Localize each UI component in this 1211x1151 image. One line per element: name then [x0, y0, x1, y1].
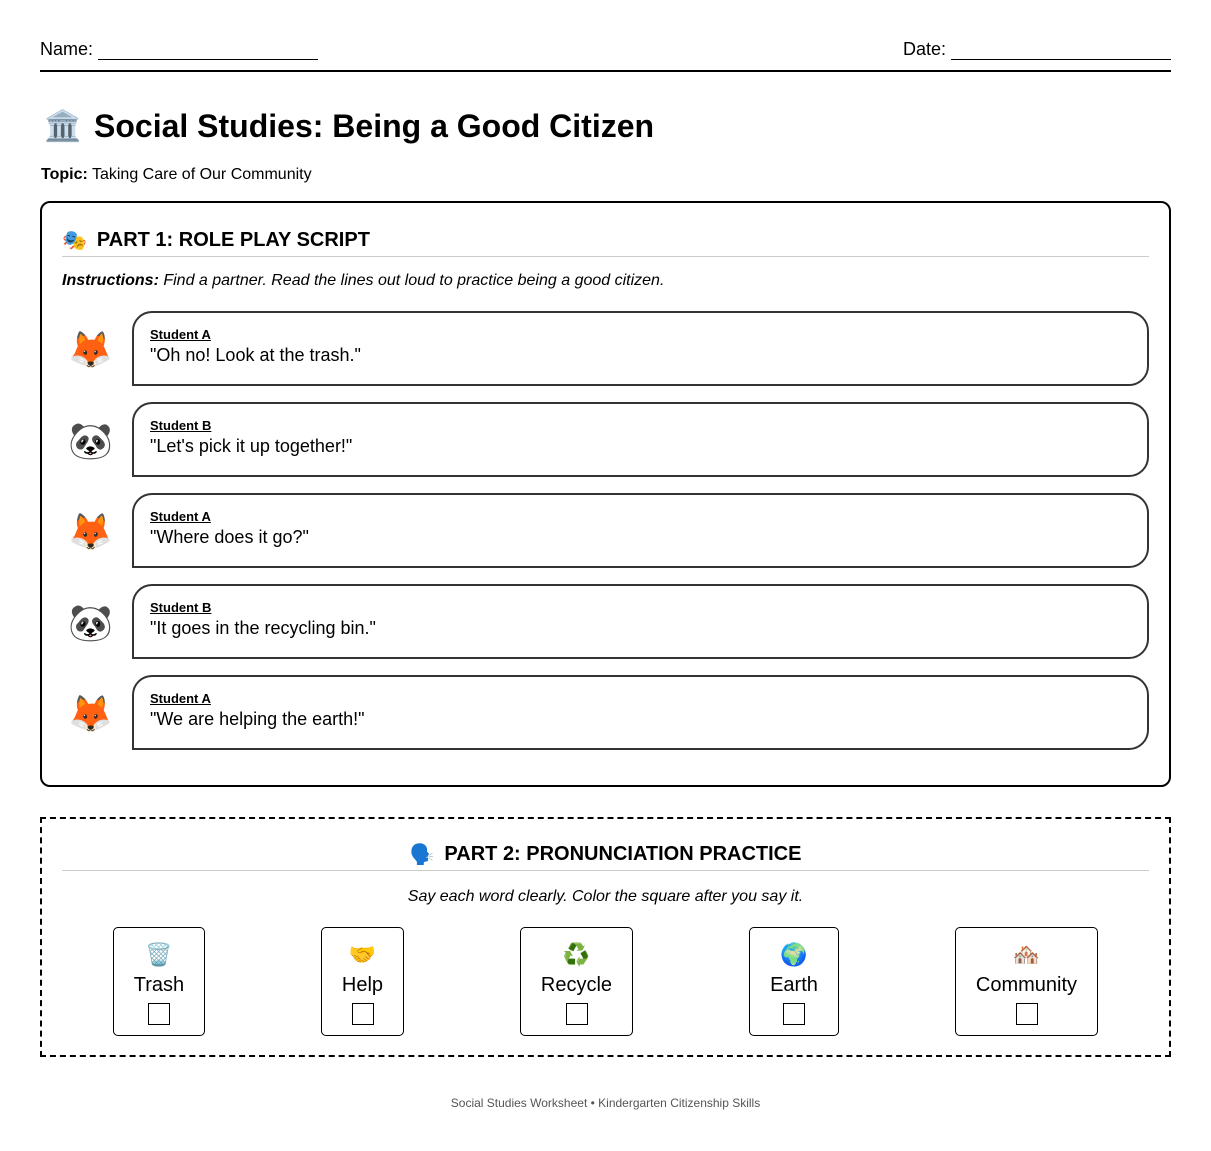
performing-arts-icon: 🎭	[62, 230, 87, 252]
recycle-icon: ♻️	[562, 942, 591, 967]
word-card-trash	[113, 927, 205, 1036]
word-card-earth	[749, 927, 839, 1036]
speech-bubble	[132, 402, 1149, 477]
header-row	[40, 36, 1171, 72]
color-square-checkbox[interactable]	[783, 1003, 805, 1025]
speaking-head-icon: 🗣️	[409, 844, 435, 866]
word-card-community	[955, 927, 1098, 1036]
color-square-checkbox[interactable]	[1016, 1003, 1038, 1025]
date-label: Date:	[902, 39, 946, 59]
instructions-text: Find a partner. Read the lines out loud to practice being a good citizen.	[163, 272, 665, 289]
part1-role-play-section	[40, 201, 1171, 787]
name-field	[40, 39, 318, 60]
name-blank-line[interactable]	[98, 40, 318, 60]
dialog-line: "We are helping the earth!"	[150, 709, 365, 729]
dialog-line: "Oh no! Look at the trash."	[150, 345, 361, 365]
houses-icon: 🏘️	[1012, 942, 1041, 967]
part1-heading-text: PART 1: ROLE PLAY SCRIPT	[96, 229, 370, 251]
fox-avatar-icon: 🦊	[68, 693, 113, 734]
page-title-text: Social Studies: Being a Good Citizen	[94, 108, 655, 144]
topic-label: Topic:	[41, 166, 88, 183]
dialog-row	[62, 311, 1149, 386]
instructions-label: Instructions:	[62, 272, 159, 289]
speaker-label: Student A	[150, 691, 211, 706]
speaker-label: Student A	[150, 509, 211, 524]
speech-bubble	[132, 675, 1149, 750]
dialog-line: "Where does it go?"	[150, 527, 309, 547]
globe-icon: 🌍	[780, 942, 808, 967]
fox-avatar-icon: 🦊	[68, 329, 113, 370]
dialog-line: "Let's pick it up together!"	[150, 436, 353, 456]
word-label: Earth	[770, 974, 818, 996]
topic-line	[41, 166, 312, 184]
dialog-row	[62, 675, 1149, 750]
part2-heading-text: PART 2: PRONUNCIATION PRACTICE	[444, 843, 802, 865]
speech-bubble	[132, 584, 1149, 659]
word-label: Community	[975, 974, 1078, 996]
part1-instructions	[62, 272, 664, 290]
speaker-label: Student B	[150, 600, 212, 615]
classical-building-icon: 🏛️	[44, 110, 82, 143]
color-square-checkbox[interactable]	[148, 1003, 170, 1025]
speaker-label: Student A	[150, 327, 211, 342]
panda-avatar-icon: 🐼	[68, 420, 113, 461]
speech-bubble	[132, 493, 1149, 568]
date-blank-line[interactable]	[951, 40, 1171, 60]
part1-heading	[62, 225, 1149, 257]
color-square-checkbox[interactable]	[566, 1003, 588, 1025]
word-label: Trash	[133, 974, 185, 996]
word-card-help	[321, 927, 404, 1036]
part2-instructions: Say each word clearly. Color the square after you say it.	[407, 888, 804, 905]
dialog-line: "It goes in the recycling bin."	[150, 618, 376, 638]
color-square-checkbox[interactable]	[352, 1003, 374, 1025]
date-field	[903, 39, 1171, 60]
wastebasket-icon: 🗑️	[145, 942, 173, 967]
word-card-recycle	[520, 927, 633, 1036]
handshake-icon: 🤝	[348, 942, 377, 967]
part2-heading	[62, 839, 1149, 871]
fox-avatar-icon: 🦊	[68, 511, 113, 552]
part2-pronunciation-section	[40, 817, 1171, 1057]
speech-bubble	[132, 311, 1149, 386]
name-label: Name:	[40, 39, 94, 59]
word-label: Recycle	[540, 974, 613, 996]
footer-text: Social Studies Worksheet • Kindergarten Citizenship Skills	[450, 1096, 761, 1110]
dialog-row	[62, 584, 1149, 659]
dialog-row	[62, 402, 1149, 477]
page-title	[44, 108, 654, 145]
word-label: Help	[341, 974, 384, 996]
panda-avatar-icon: 🐼	[68, 602, 113, 643]
topic-value: Taking Care of Our Community	[91, 166, 312, 183]
dialog-row	[62, 493, 1149, 568]
speaker-label: Student B	[150, 418, 212, 433]
